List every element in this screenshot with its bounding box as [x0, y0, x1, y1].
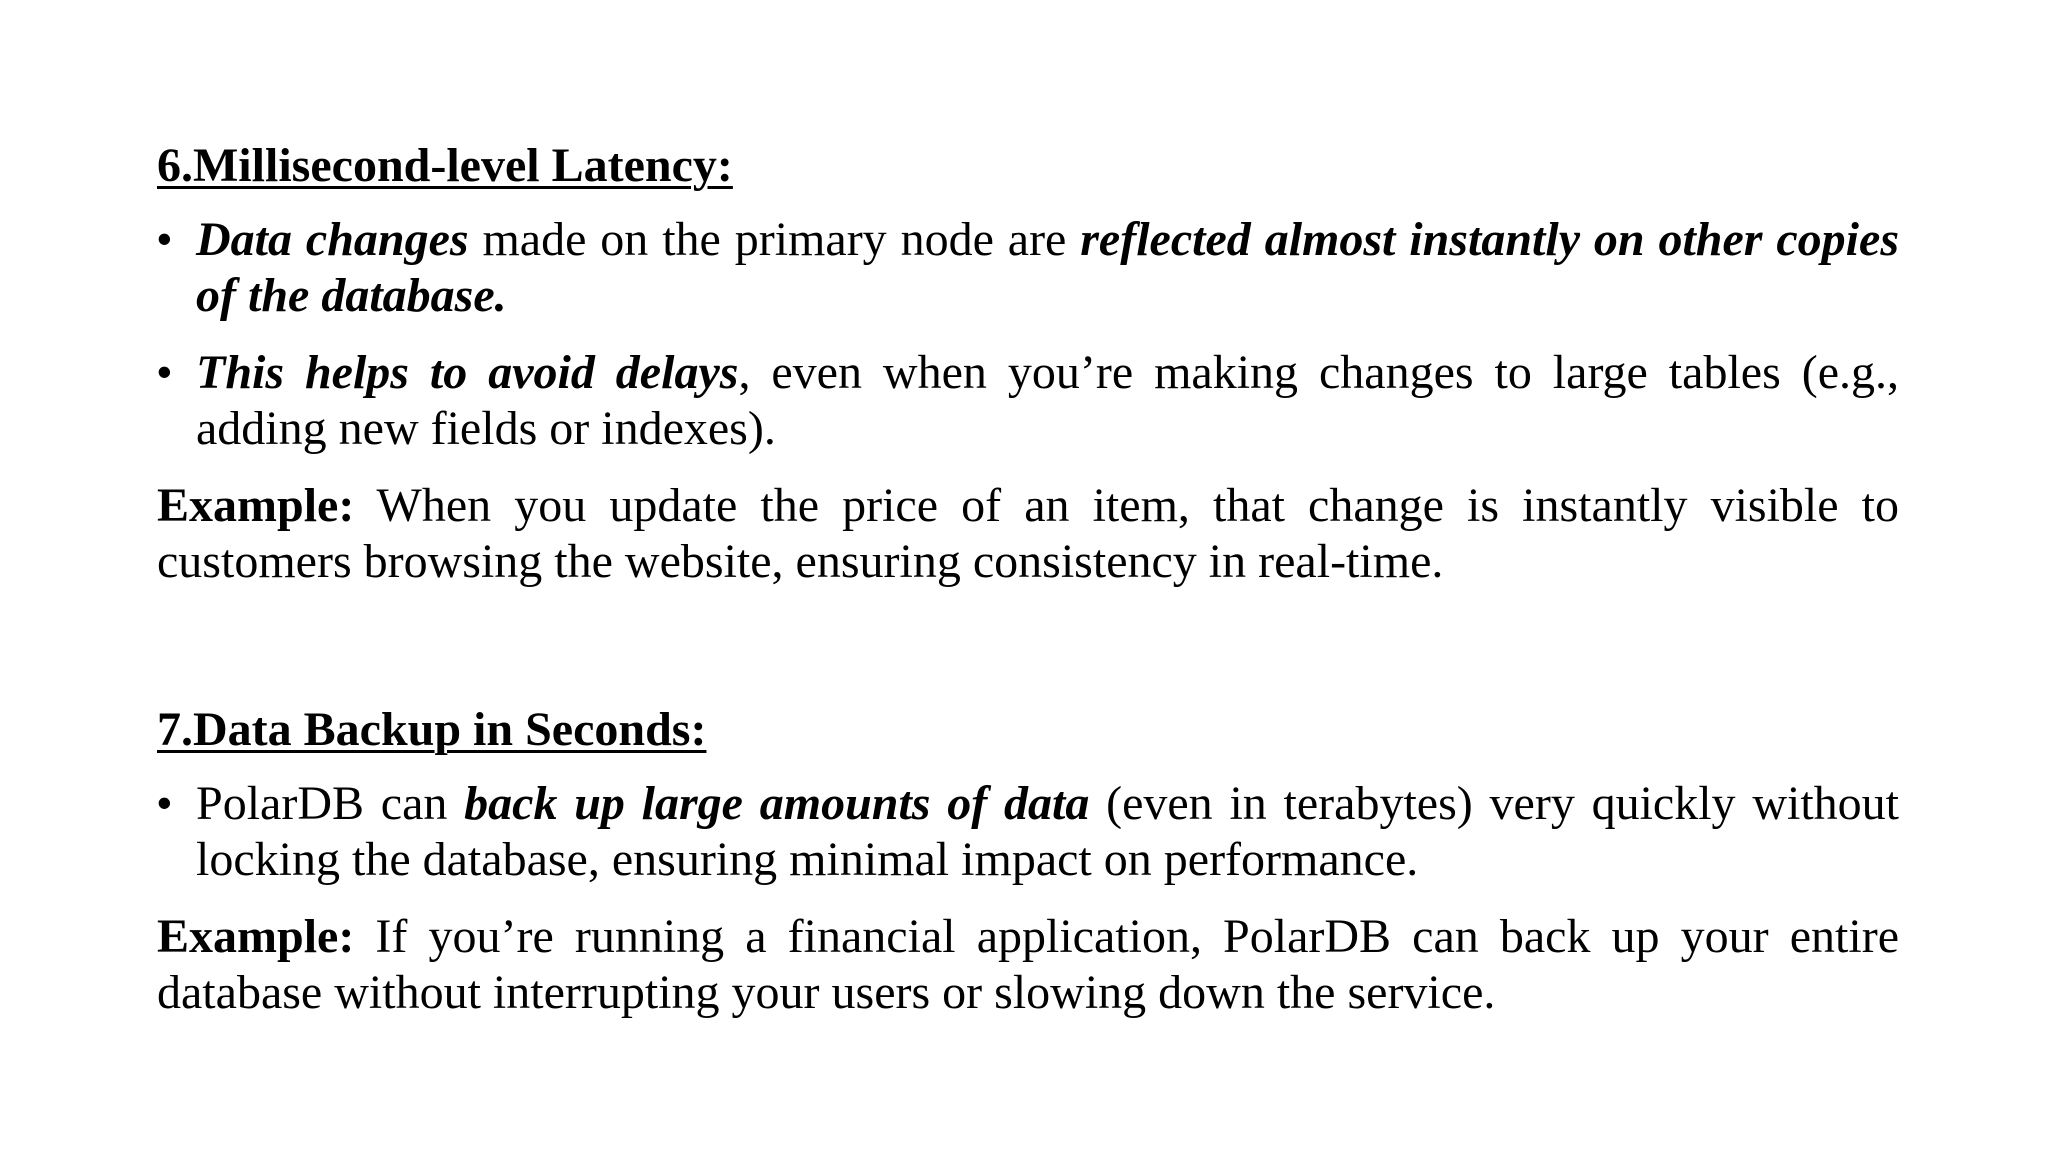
bullet-list — [157, 776, 1899, 888]
emphasis-text: reflected almost instantly on other copies of the database. — [196, 213, 1899, 322]
emphasis-text: back up large amounts of data — [464, 777, 1090, 830]
bullet-icon: • — [157, 215, 172, 262]
example-text: If you’re running a financial application, PolarDB can back up your entire database without interrupting your users or slowing down the service. — [157, 910, 1899, 1019]
section-heading: 6.Millisecond-level Latency: — [157, 139, 733, 192]
example-text: When you update the price of an item, that change is instantly visible to customers browsing the website, ensuring consistency in real-time. — [157, 479, 1899, 588]
body-text: (even in terabytes) very quickly without locking the database, ensuring minimal impact on performance. — [196, 777, 1899, 886]
emphasis-text: This helps to avoid delays — [196, 346, 739, 399]
section-spacer — [157, 590, 1899, 702]
example-paragraph — [157, 909, 1899, 1021]
section-data-backup — [157, 702, 1899, 1021]
bullet-icon: • — [157, 779, 172, 826]
example-label: Example: — [157, 910, 355, 963]
list-item — [157, 212, 1899, 324]
slide-content — [157, 138, 1899, 1021]
list-item — [157, 776, 1899, 888]
body-text: , even when you’re making changes to large tables (e.g., adding new fields or indexes). — [196, 346, 1899, 455]
example-label: Example: — [157, 479, 355, 532]
example-paragraph — [157, 478, 1899, 590]
bullet-icon: • — [157, 348, 172, 395]
section-heading: 7.Data Backup in Seconds: — [157, 703, 707, 756]
bullet-list — [157, 212, 1899, 457]
body-text: PolarDB can — [196, 777, 465, 830]
section-millisecond-latency — [157, 138, 1899, 590]
emphasis-text: Data changes — [196, 213, 469, 266]
body-text: made on the primary node are — [468, 213, 1081, 266]
list-item — [157, 345, 1899, 457]
